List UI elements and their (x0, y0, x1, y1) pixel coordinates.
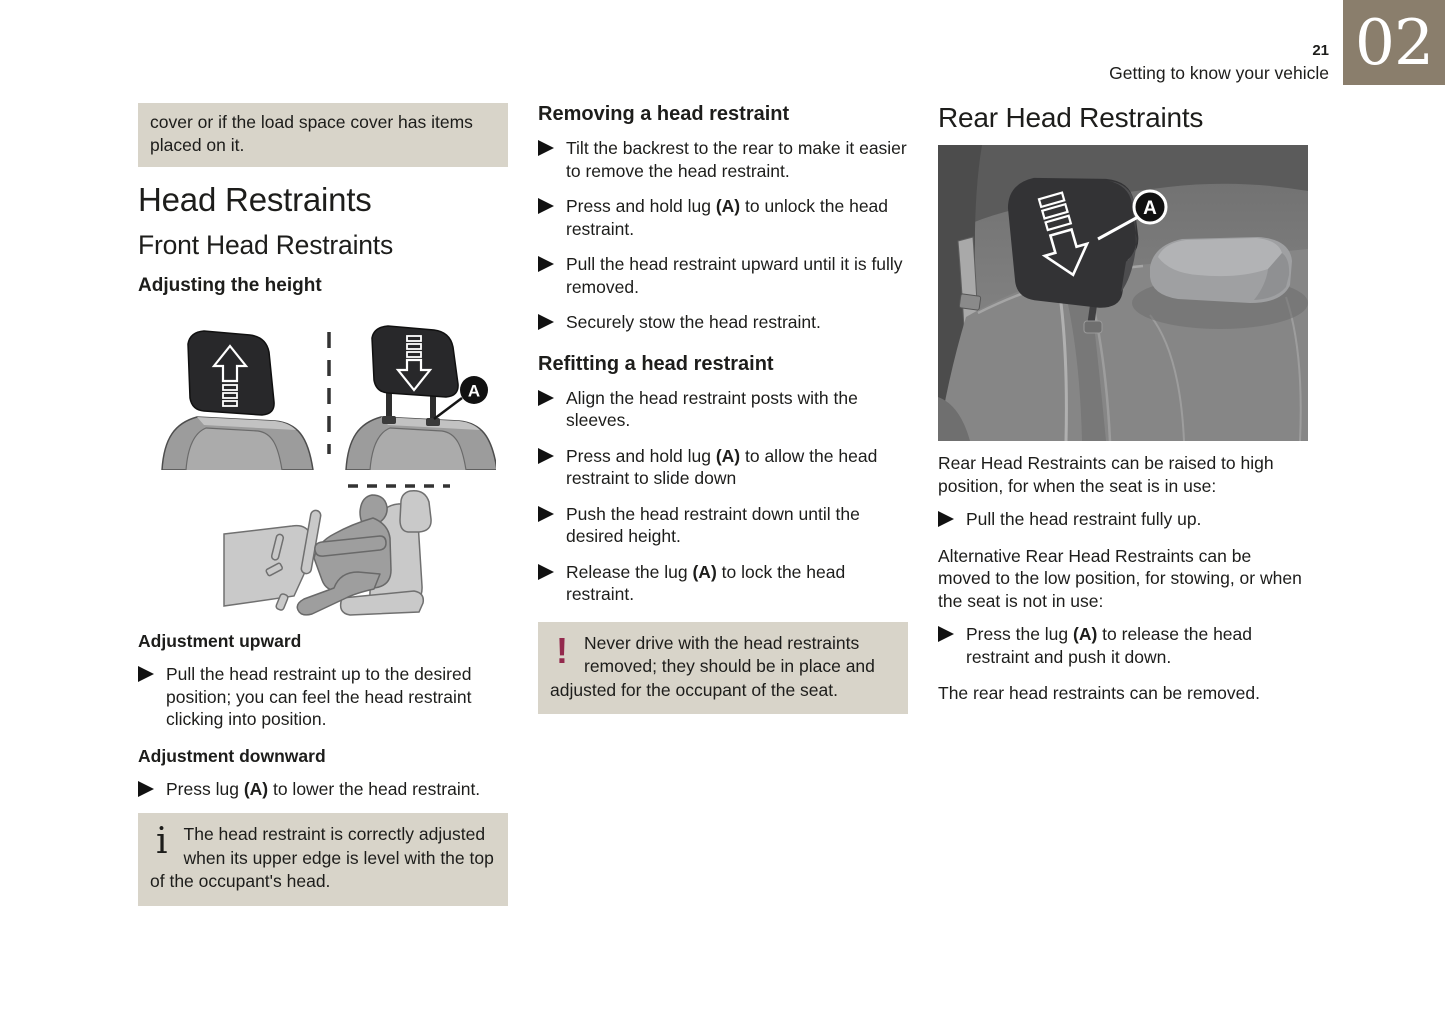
list-item: Release the lug (A) to lock the head restraint. (538, 561, 908, 606)
refitting-list (538, 387, 908, 606)
rear-para-lower: Alternative Rear Head Restraints can be moved to the low position, for stowing, or when the seat is not in use: (938, 545, 1302, 611)
info-text: The head restraint is correctly adjusted when its upper edge is level with the top of the occupant's head. (150, 824, 494, 891)
bullet-arrow-icon (538, 140, 554, 156)
rear-lower-list (938, 623, 1308, 668)
list-item: Securely stow the head restraint. (538, 311, 908, 334)
subsection-adjusting-the-height: Adjusting the height (138, 275, 322, 296)
rear-para-raise: Rear Head Restraints can be raised to high position, for when the seat is in use: (938, 453, 1274, 496)
stowed-headrest (1150, 237, 1292, 303)
adjustment-upward-list (138, 663, 508, 731)
list-item: Push the head restraint down until the desired height. (538, 503, 908, 548)
list-item: Align the head restraint posts with the sleeves. (538, 387, 908, 432)
bullet-arrow-icon (538, 448, 554, 464)
list-item: Press lug (A) to lower the head restraint. (138, 778, 508, 801)
svg-text:A: A (467, 381, 481, 401)
list-item: Press and hold lug (A) to unlock the head restraint. (538, 195, 908, 240)
bullet-arrow-icon (538, 390, 554, 406)
bullet-arrow-icon (938, 626, 954, 642)
rear-raise-list (938, 508, 1308, 531)
svg-text:A: A (1143, 198, 1157, 219)
bullet-arrow-icon (538, 564, 554, 580)
carryover-text-box: cover or if the load space cover has items placed on it. (138, 103, 508, 167)
bullet-arrow-icon (138, 781, 154, 797)
warning-text: Never drive with the head restraints removed; they should be in place and adjusted for the occupant of the seat. (550, 632, 875, 700)
column-removing-refitting (538, 103, 908, 714)
list-item: Pull the head restraint up to the desired position; you can feel the head restraint clicking into position. (138, 663, 508, 731)
chapter-title: Getting to know your vehicle (1109, 63, 1329, 83)
page-title: Head Restraints (138, 181, 372, 218)
info-box (138, 813, 508, 906)
headrest-down-illustration (372, 326, 458, 397)
warning-icon: ! (556, 629, 568, 671)
adjustment-downward-heading: Adjustment downward (138, 745, 326, 766)
bullet-arrow-icon (538, 256, 554, 272)
bullet-arrow-icon (938, 511, 954, 527)
page-number: 21 (1312, 42, 1329, 59)
bullet-arrow-icon (538, 198, 554, 214)
list-item: Press and hold lug (A) to allow the head restraint to slide down (538, 445, 908, 490)
warning-box (538, 622, 908, 715)
raised-headrest (1006, 171, 1143, 314)
removing-list (538, 137, 908, 334)
rear-head-restraint-photo (938, 145, 1308, 441)
column-rear-head-restraints (938, 103, 1308, 705)
refitting-heading: Refitting a head restraint (538, 352, 774, 375)
chapter-number-badge: 02 (1343, 0, 1445, 85)
adjustment-upward-heading: Adjustment upward (138, 631, 302, 651)
bullet-arrow-icon (538, 506, 554, 522)
removing-heading: Removing a head restraint (538, 103, 790, 125)
column-front-head-restraints (138, 103, 508, 906)
seat-left-illustration (162, 417, 313, 470)
list-item: Pull the head restraint upward until it is fully removed. (538, 253, 908, 298)
list-item: Pull the head restraint fully up. (938, 508, 1308, 531)
list-item: Tilt the backrest to the rear to make it easier to remove the head restraint. (538, 137, 908, 182)
adjustment-downward-list (138, 778, 508, 801)
bullet-arrow-icon (538, 314, 554, 330)
rear-head-restraints-title: Rear Head Restraints (938, 102, 1204, 133)
list-item: Press the lug (A) to release the head restraint and push it down. (938, 623, 1308, 668)
rear-para-removed: The rear head restraints can be removed. (938, 683, 1260, 703)
headrest-up-illustration (188, 331, 274, 415)
driver-position-figure (222, 474, 452, 616)
info-icon: i (156, 821, 168, 862)
section-title-front-head-restraints: Front Head Restraints (138, 230, 394, 260)
bullet-arrow-icon (138, 666, 154, 682)
dashboard-illustration (224, 510, 321, 611)
headrest-adjustment-figure (144, 324, 496, 470)
